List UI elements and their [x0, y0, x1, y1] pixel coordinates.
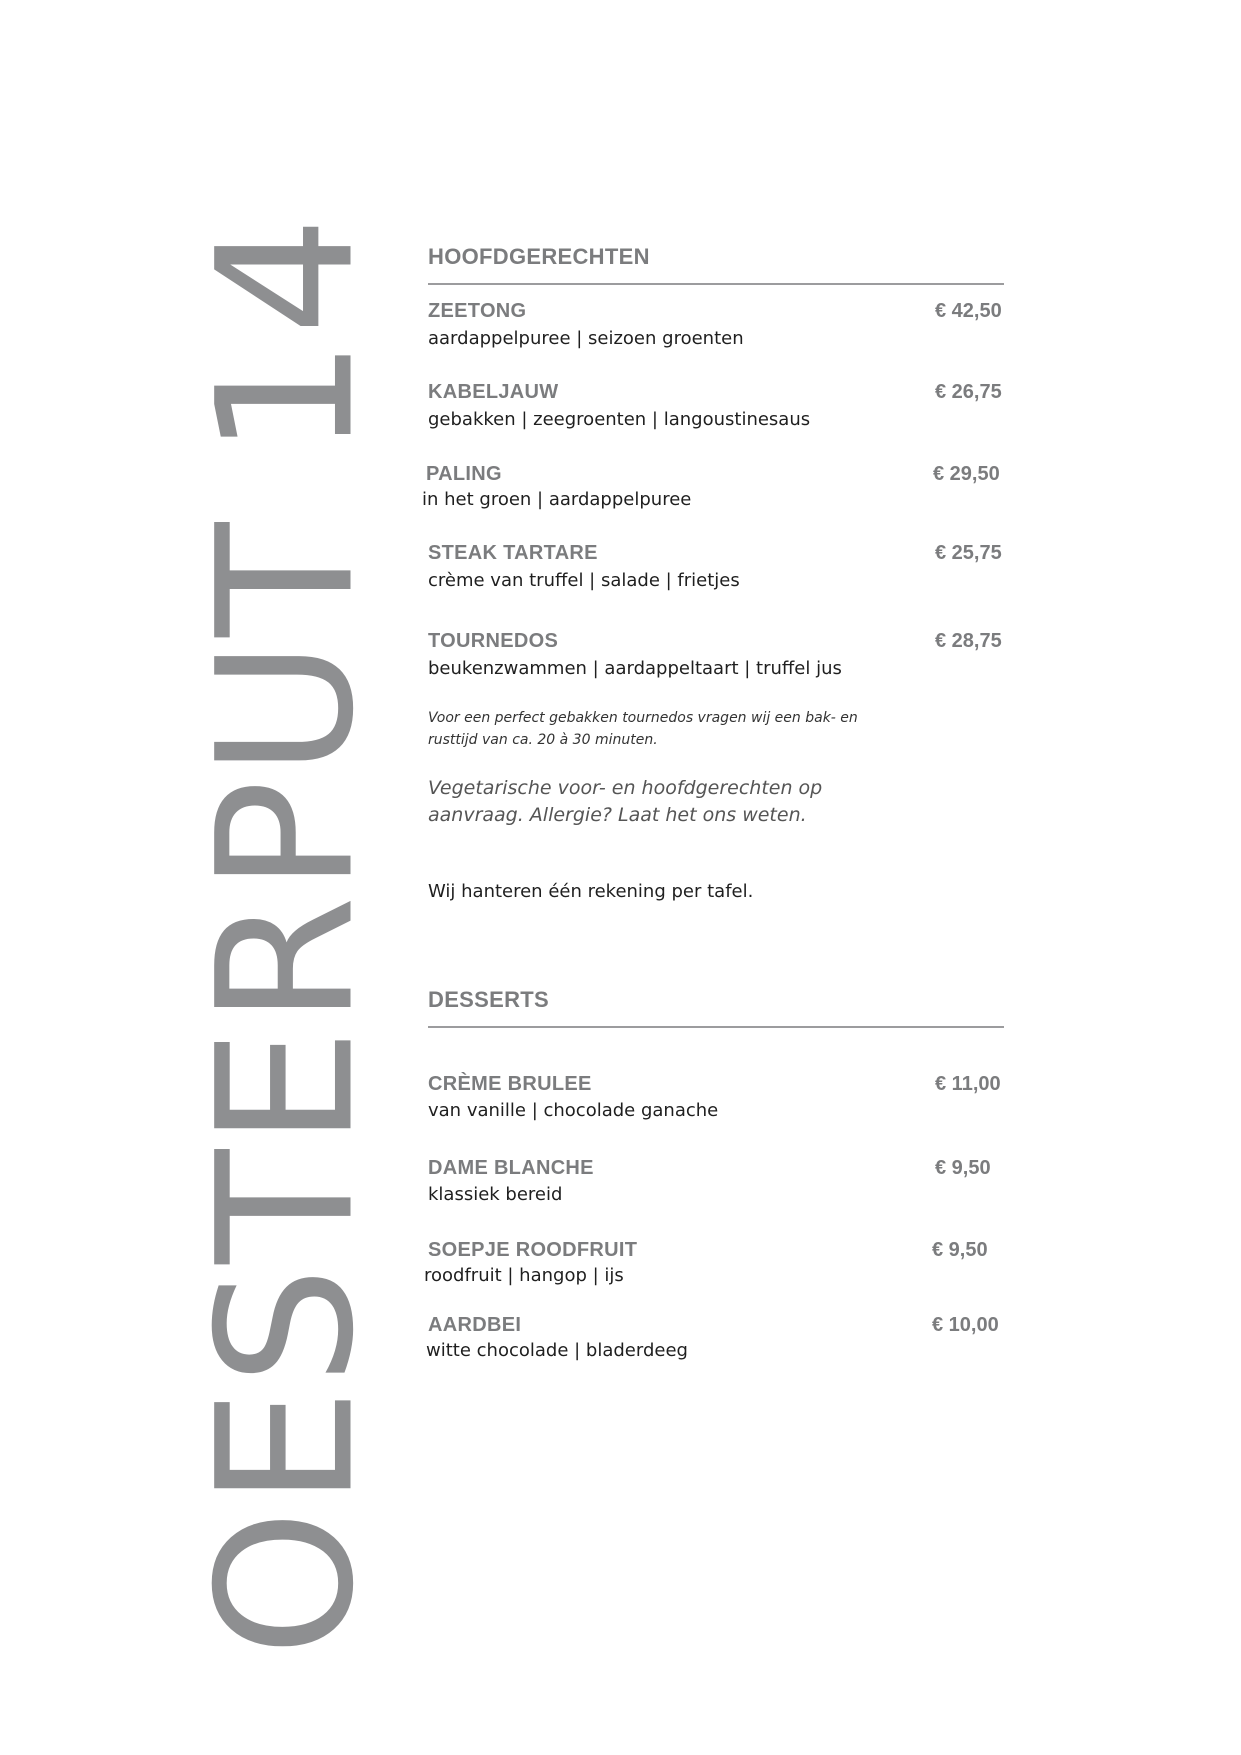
item-price: € 9,50 [935, 1157, 991, 1179]
item-description: in het groen | aardappelpuree [422, 489, 692, 510]
item-name: ZEETONG [428, 300, 527, 322]
item-price: € 10,00 [932, 1314, 999, 1336]
item-price: € 29,50 [933, 463, 1000, 485]
item-description: roodfruit | hangop | ijs [424, 1265, 624, 1286]
tournedos-note: Voor een perfect gebakken tournedos vragen wij een bak- en rusttijd van ca. 20 à 30 minuten. [428, 710, 858, 748]
item-price: € 26,75 [935, 381, 1002, 403]
item-description: gebakken | zeegroenten | langoustinesaus [428, 409, 811, 430]
item-price: € 11,00 [935, 1073, 1001, 1095]
item-name: SOEPJE ROODFRUIT [428, 1239, 638, 1261]
section-title-main: HOOFDGERECHTEN [428, 244, 650, 269]
bill-note: Wij hanteren één rekening per tafel. [428, 881, 754, 902]
item-price: € 28,75 [935, 630, 1002, 652]
brand-text: OESTERPUT 14 [177, 213, 396, 1657]
item-name: PALING [426, 463, 502, 485]
section-divider-desserts [428, 1026, 1004, 1028]
item-name: DAME BLANCHE [428, 1157, 594, 1179]
item-name: KABELJAUW [428, 381, 559, 403]
item-price: € 25,75 [935, 542, 1002, 564]
item-name: CRÈME BRULEE [428, 1073, 592, 1095]
item-description: beukenzwammen | aardappeltaart | truffel jus [428, 658, 842, 679]
item-description: witte chocolade | bladerdeeg [426, 1340, 688, 1361]
item-price: € 9,50 [932, 1239, 988, 1261]
item-description: klassiek bereid [428, 1184, 563, 1205]
item-name: TOURNEDOS [428, 630, 559, 652]
item-name: AARDBEI [428, 1314, 522, 1336]
section-divider-main [428, 283, 1004, 285]
item-description: van vanille | chocolade ganache [428, 1100, 719, 1121]
item-price: € 42,50 [935, 300, 1002, 322]
item-description: aardappelpuree | seizoen groenten [428, 328, 744, 349]
section-title-desserts: DESSERTS [428, 987, 549, 1012]
vegetarian-note: Vegetarische voor- en hoofdgerechten op aanvraag. Allergie? Laat het ons weten. [428, 777, 823, 826]
item-description: crème van truffel | salade | frietjes [428, 570, 740, 591]
item-name: STEAK TARTARE [428, 542, 598, 564]
